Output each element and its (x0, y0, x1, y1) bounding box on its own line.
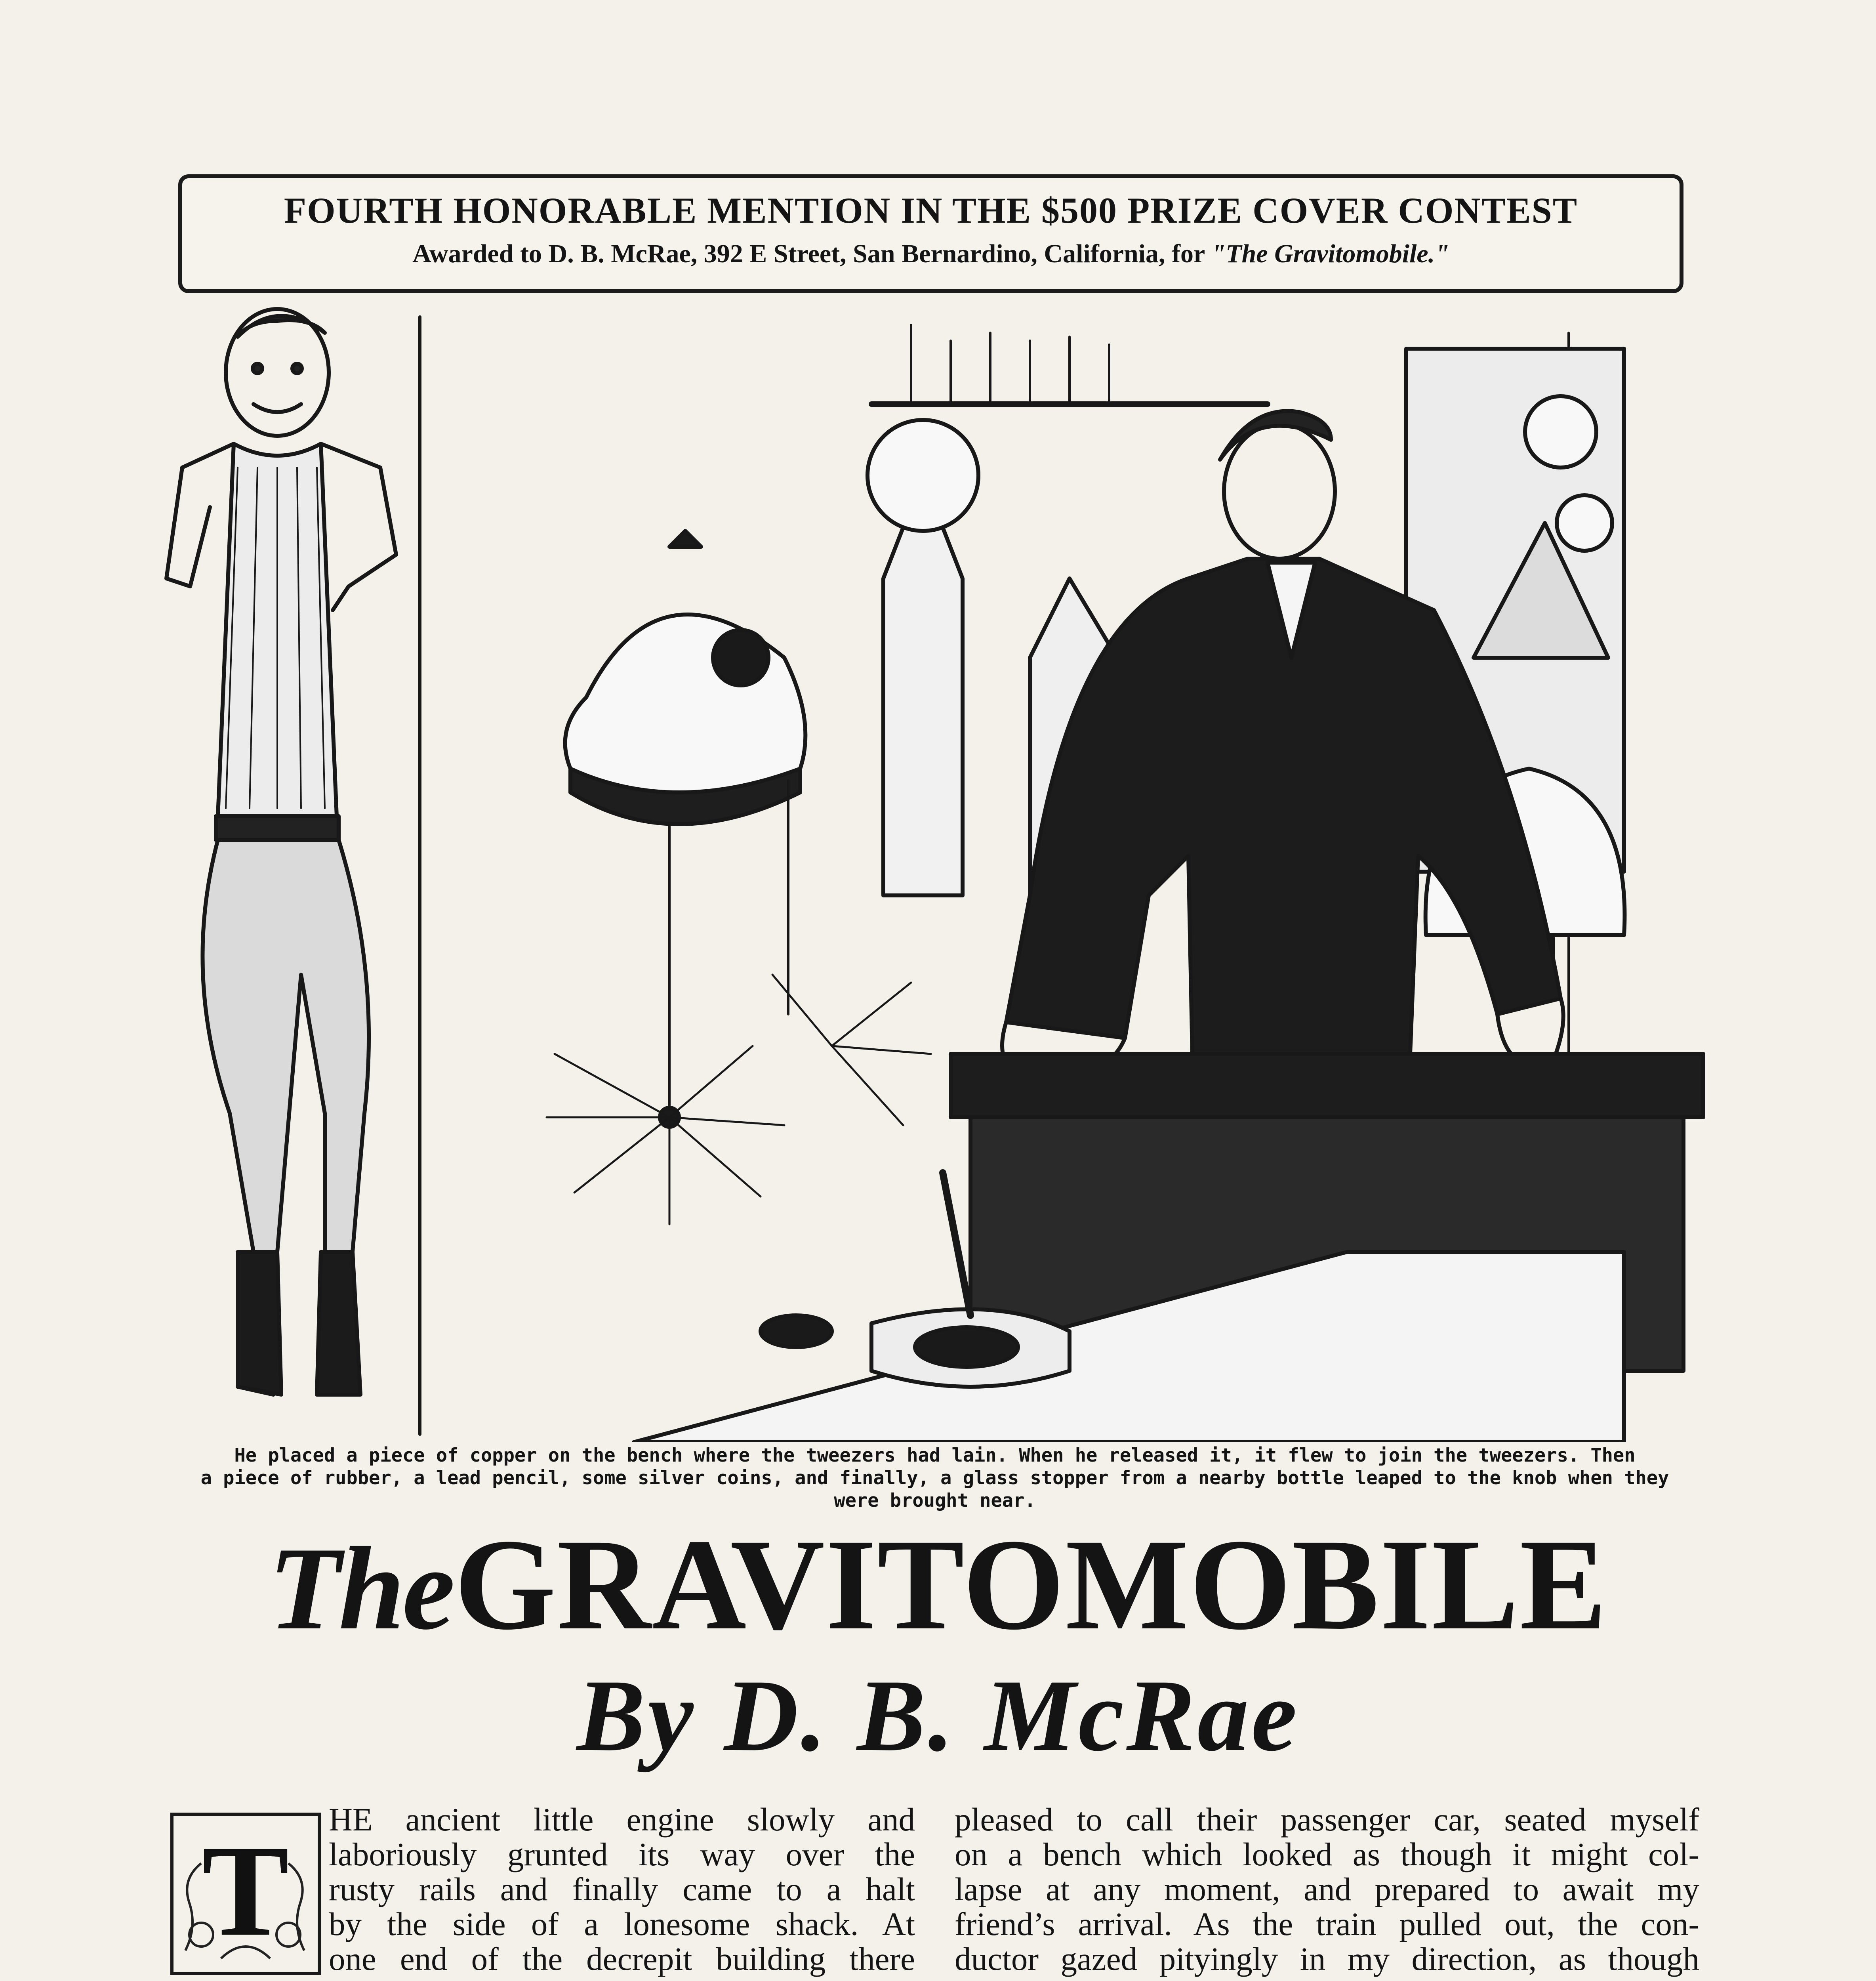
prize-banner-subtitle (178, 239, 1683, 269)
text-line: laboriously grunted its way over the (329, 1836, 915, 1872)
text-line: lapse at any moment, and prepared to await my (955, 1871, 1699, 1907)
text-line: one end of the decrepit building there (329, 1941, 915, 1977)
ornamental-drop-cap (170, 1813, 321, 1975)
awarded-work: "The Gravitomobile." (1211, 239, 1449, 268)
gravity-globe-apparatus (565, 531, 806, 1127)
text-line: by the side of a lonesome shack. At (329, 1906, 915, 1942)
text-line: pleased to call their passenger car, seated myself (955, 1801, 1699, 1838)
text-line: friend’s arrival. As the train pulled out, the con- (955, 1906, 1699, 1942)
story-title-main: GRAVITOMOBILE (454, 1512, 1608, 1657)
story-illustration (158, 301, 1711, 1442)
caption-line: He placed a piece of copper on the bench where the tweezers had lain. When he released it, it flew to join the tweezers. Then (234, 1445, 1636, 1466)
drop-cap-letter: T (202, 1819, 290, 1963)
text-line: on a bench which looked as though it might col- (955, 1836, 1699, 1872)
text-line: ductor gazed pityingly in my direction, as though (955, 1941, 1699, 1977)
story-byline: By D. B. McRae (576, 1658, 1300, 1773)
caption-line: a piece of rubber, a lead pencil, some silver coins, and finally, a glass stopper from a nearby bottle leaped to the knob when they (200, 1467, 1669, 1489)
text-line: HE ancient little engine slowly and (329, 1801, 915, 1838)
caption-line: were brought near. (834, 1490, 1036, 1512)
awarded-prefix: Awarded to D. B. McRae, 392 E Street, San Bernardino, California, for (412, 239, 1205, 268)
story-title (0, 1513, 1876, 1660)
prize-banner-title: FOURTH HONORABLE MENTION IN THE $500 PRIZE COVER CONTEST (284, 190, 1578, 231)
column-2-top-text (955, 1802, 1699, 1976)
illustration-caption (166, 1444, 1703, 1512)
story-title-the: The (268, 1523, 453, 1654)
column-1-top-text (329, 1802, 915, 1976)
text-line: rusty rails and finally came to a halt (329, 1871, 915, 1907)
standing-man-figure (166, 309, 396, 1395)
